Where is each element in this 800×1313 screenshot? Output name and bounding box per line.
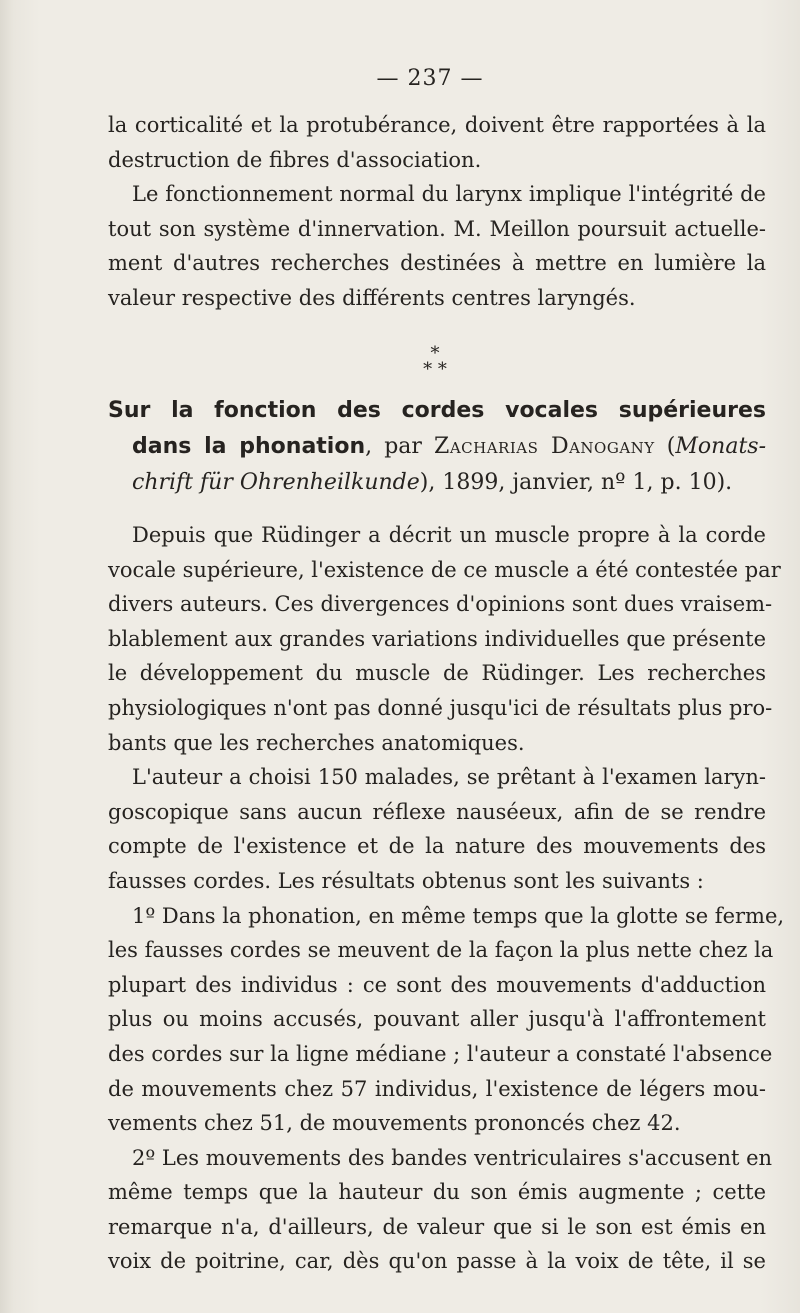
text-line: compte de l'existence et de la nature des mouvements des xyxy=(108,834,766,859)
text-line: L'auteur a choisi 150 malades, se prêtant à l'examen laryn- xyxy=(132,765,766,790)
text-line: 1º Dans la phonation, en même temps que la glotte se ferme, xyxy=(132,903,785,928)
text-line: Le fonctionnement normal du larynx implique l'intégrité de xyxy=(132,182,766,207)
text-line: divers auteurs. Ces divergences d'opinions sont dues vraisem- xyxy=(108,592,773,617)
text-line: le développement du muscle de Rüdinger. Les recherches xyxy=(108,661,766,686)
text-line: physiologiques n'ont pas donné jusqu'ici de résultats plus pro- xyxy=(108,695,773,720)
text-line: plupart des individus : ce sont des mouvements d'adduction xyxy=(108,972,766,997)
article-body xyxy=(108,518,785,1279)
section-separator-bottom: * * xyxy=(423,359,447,380)
article-title-part-2: dans la phonation xyxy=(132,434,366,459)
text-line: Depuis que Rüdinger a décrit un muscle propre à la corde xyxy=(132,523,766,547)
text-line: ment d'autres recherches destinées à mettre en lumière la xyxy=(108,251,766,276)
text-line: 2º Les mouvements des bandes ventriculaires s'accusent en xyxy=(132,1145,773,1170)
text-line: la corticalité et la protubérance, doivent être rapportées à la xyxy=(108,113,766,137)
text-line: vocale supérieure, l'existence de ce muscle a été contestée par xyxy=(108,557,781,582)
citation-details: ), 1899, janvier, nº 1, p. 10). xyxy=(419,470,733,495)
section-separator-top: * xyxy=(430,343,440,364)
text-line: voix de poitrine, car, dès qu'on passe à la voix de tête, il se xyxy=(108,1249,766,1274)
text-line: blablement aux grandes variations individuelles que présente xyxy=(108,626,766,651)
article-citation-line xyxy=(108,465,766,501)
text-line: de mouvements chez 57 individus, l'existence de légers mou- xyxy=(108,1076,766,1101)
article-title-line-1: Sur la fonction des cordes vocales supérieures xyxy=(108,398,766,423)
article-heading xyxy=(108,393,766,501)
text-line: remarque n'a, d'ailleurs, de valeur que si le son est émis en xyxy=(108,1214,766,1239)
article-title-line-2 xyxy=(108,429,766,465)
text-line: goscopique sans aucun réflexe nauséeux, afin de se rendre xyxy=(108,799,766,824)
journal-name-part-1: Monats- xyxy=(675,434,767,459)
text-line: destruction de fibres d'association. xyxy=(108,147,482,172)
text-line: valeur respective des différents centres laryngés. xyxy=(108,285,636,310)
open-paren: ( xyxy=(654,434,676,459)
journal-name-part-2: chrift für Ohrenheilkunde xyxy=(132,470,420,495)
text-line: vements chez 51, de mouvements prononcés chez 42. xyxy=(108,1111,681,1136)
text-line: même temps que la hauteur du son émis augmente ; cette xyxy=(108,1180,766,1205)
page-number: — 237 — xyxy=(376,66,484,91)
by-text: , par xyxy=(365,434,435,459)
text-line: plus ou moins accusés, pouvant aller jusqu'à l'affrontement xyxy=(108,1007,766,1032)
text-line: fausses cordes. Les résultats obtenus sont les suivants : xyxy=(108,868,704,893)
intro-paragraphs xyxy=(108,108,766,316)
text-line: tout son système d'innervation. M. Meillon poursuit actuelle- xyxy=(108,216,766,241)
article-author: Zacharias Danogany xyxy=(434,434,655,459)
text-line: les fausses cordes se meuvent de la façon la plus nette chez la xyxy=(108,938,774,963)
text-line: bants que les recherches anatomiques. xyxy=(108,730,525,755)
text-line: des cordes sur la ligne médiane ; l'auteur a constaté l'absence xyxy=(108,1041,773,1066)
